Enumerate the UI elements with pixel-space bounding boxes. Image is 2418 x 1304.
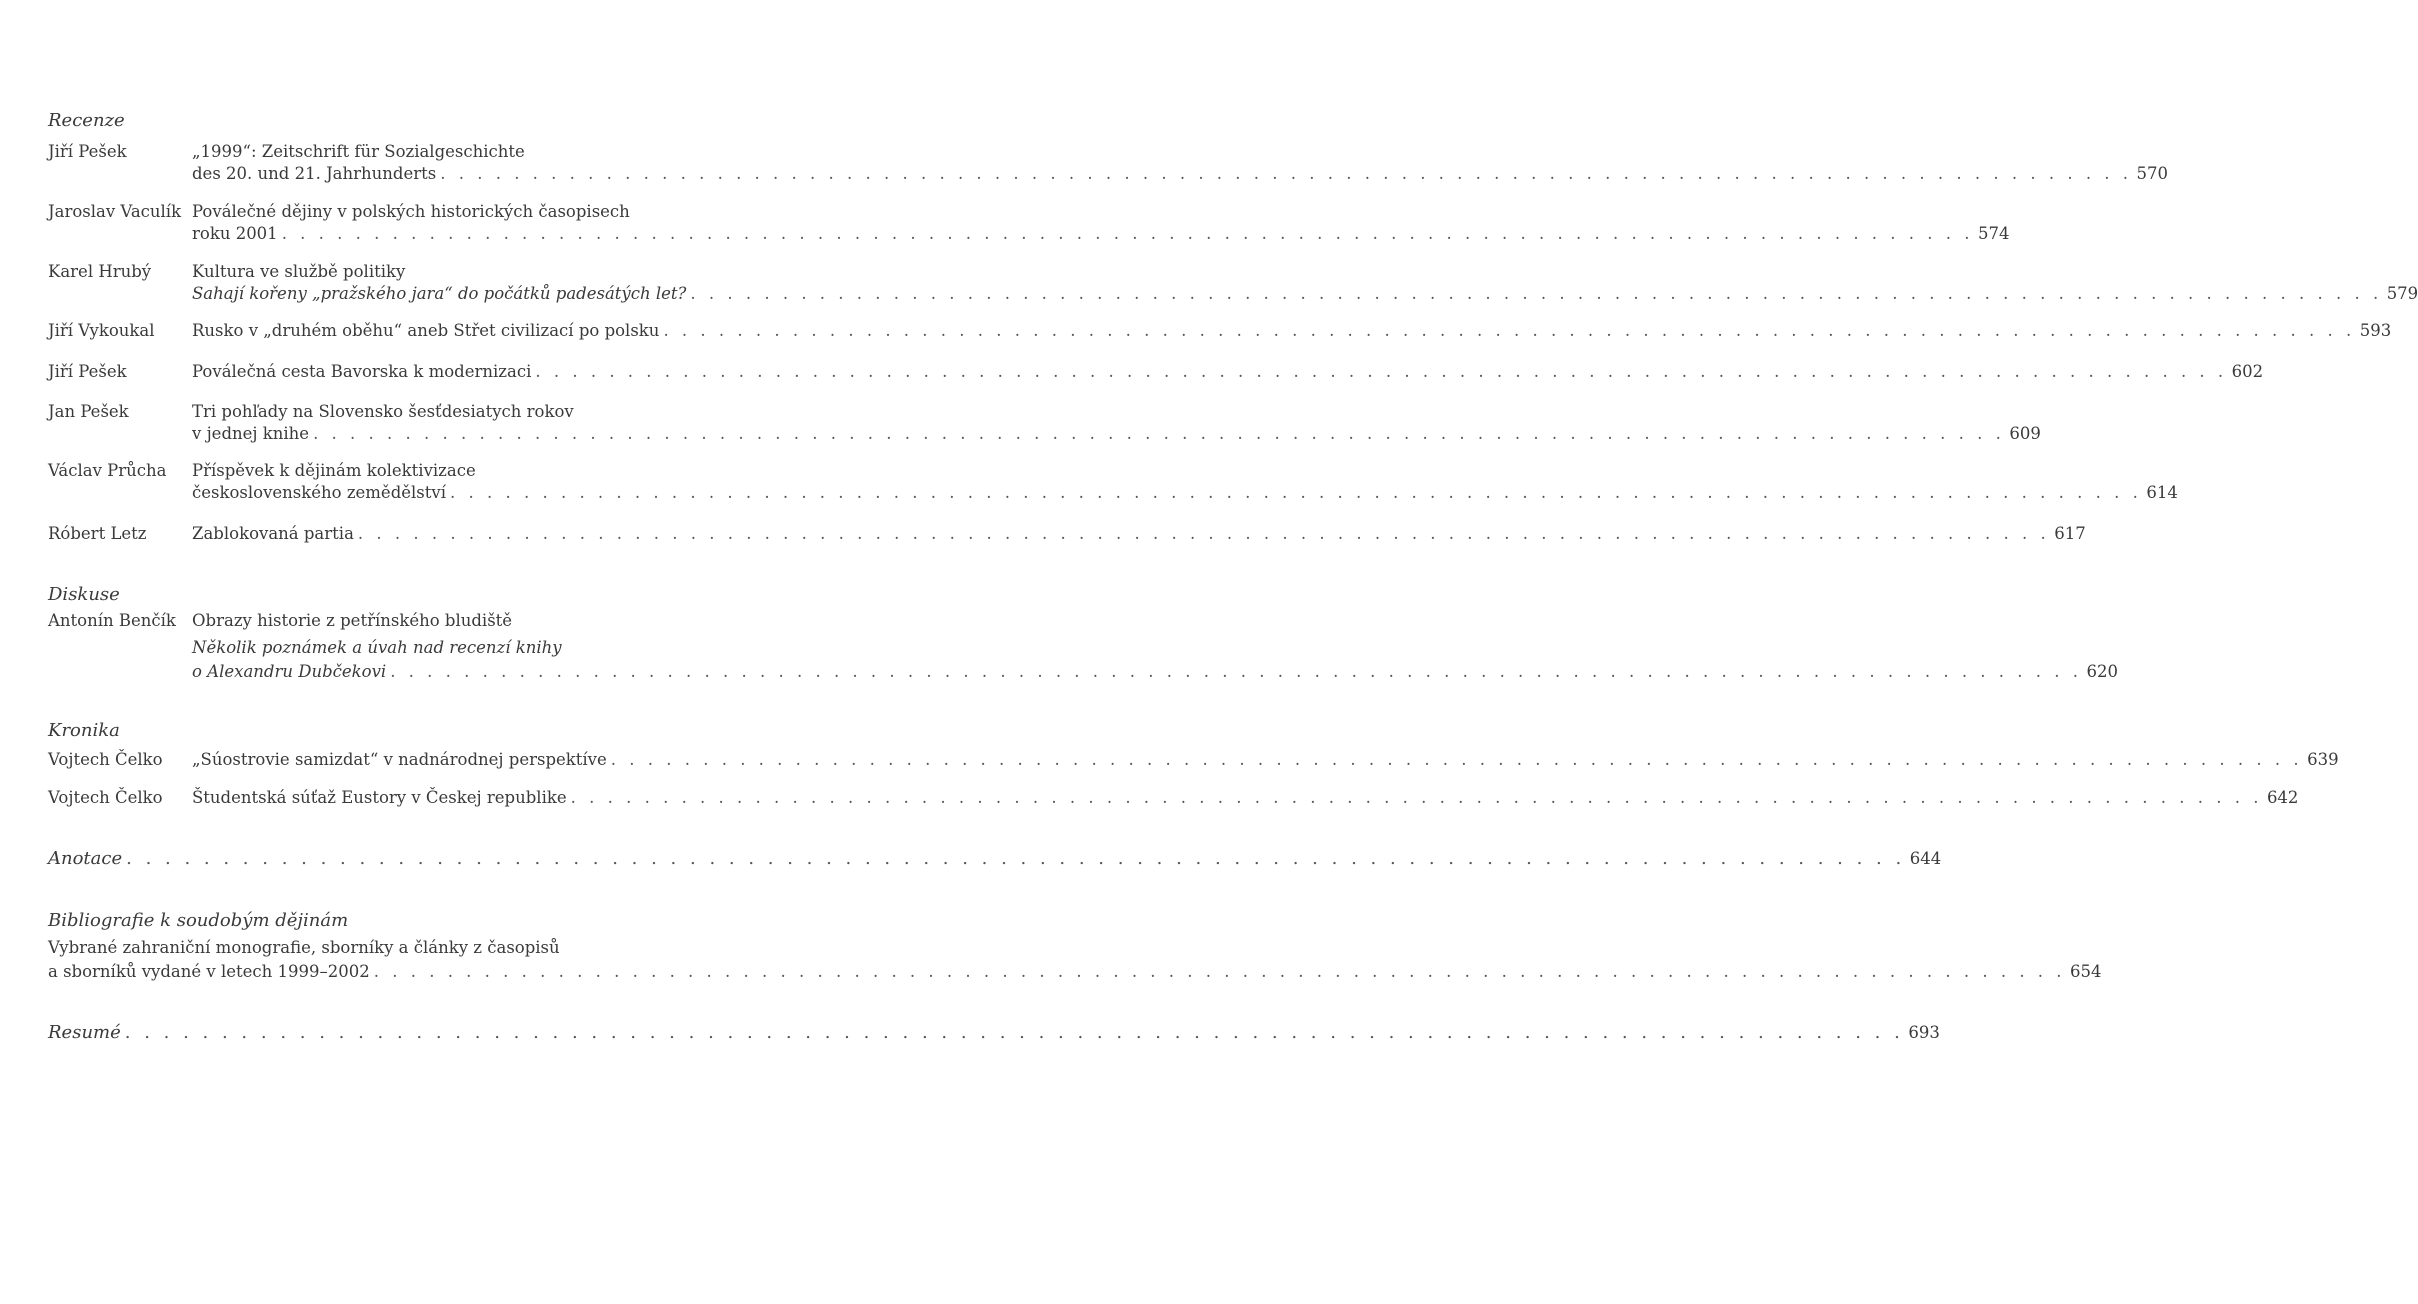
entry-title-line: Příspěvek k dějinám kolektivizace xyxy=(192,461,476,480)
entry-title-line: Obrazy historie z petřínského bludiště xyxy=(192,611,513,630)
page-number: 693 xyxy=(1908,1023,1940,1042)
entry-author: Jiří Pešek xyxy=(48,362,127,381)
section-title-anotace: Anotace xyxy=(48,848,123,869)
section-title-kronika: Kronika xyxy=(48,720,120,741)
entry-author: Róbert Letz xyxy=(48,524,147,543)
leader-dots: . . . . . . . . . . . . . . . . . . . . . . . . . . . . . . . . . . . . . . . . . . . . . . . . . . . . . . . . . . . . . . . . . . . . . . . . . . . . . . . . . . . . . . . . . . . . xyxy=(281,224,1974,243)
entry-title-line: Tri pohľady na Slovensko šesťdesiatych rokov xyxy=(192,402,574,421)
page-number: 620 xyxy=(2086,662,2118,681)
entry-author: Václav Průcha xyxy=(48,461,167,480)
bibliografie-line: Vybrané zahraniční monografie, sborníky a články z časopisů xyxy=(48,938,560,957)
entry-title-line: československého zemědělství . . . . . . . . . . . . . . . . . . . . . . . . . . . . . . . . . . . . . . . . . . . . . . . . . . . . . . . . . . . . . . . . . . . . . . . . . . . . . . . . . . . . . . . . . . . . 614 xyxy=(192,483,2178,502)
toc-entry-resume[interactable] xyxy=(48,1022,1940,1043)
entry-title-line: Študentská súťaž Eustory v Českej republike . . . . . . . . . . . . . . . . . . . . . . . . . . . . . . . . . . . . . . . . . . . . . . . . . . . . . . . . . . . . . . . . . . . . . . . . . . . . . . . . . . . . . . . . . . . . 642 xyxy=(192,788,2299,807)
leader-dots: . . . . . . . . . . . . . . . . . . . . . . . . . . . . . . . . . . . . . . . . . . . . . . . . . . . . . . . . . . . . . . . . . . . . . . . . . . . . . . . . . . . . . . . . . . . . xyxy=(690,284,2383,303)
entry-author: Jaroslav Vaculík xyxy=(48,202,182,221)
leader-dots: . . . . . . . . . . . . . . . . . . . . . . . . . . . . . . . . . . . . . . . . . . . . . . . . . . . . . . . . . . . . . . . . . . . . . . . . . . . . . . . . . . . . . . . . . . . . xyxy=(535,362,2228,381)
leader-dots: . . . . . . . . . . . . . . . . . . . . . . . . . . . . . . . . . . . . . . . . . . . . . . . . . . . . . . . . . . . . . . . . . . . . . . . . . . . . . . . . . . . . . . . . . . . . xyxy=(357,524,2050,543)
entry-author: Jan Pešek xyxy=(48,402,129,421)
page-number: 644 xyxy=(1909,849,1942,868)
entry-title-line: roku 2001 . . . . . . . . . . . . . . . . . . . . . . . . . . . . . . . . . . . . . . . . . . . . . . . . . . . . . . . . . . . . . . . . . . . . . . . . . . . . . . . . . . . . . . . . . . . . 574 xyxy=(192,224,2010,243)
entry-author: Vojtech Čelko xyxy=(48,788,163,807)
entry-title-line: „1999“: Zeitschrift für Sozialgeschichte xyxy=(192,142,525,161)
entry-title-line: „Súostrovie samizdat“ v nadnárodnej perspektíve . . . . . . . . . . . . . . . . . . . . . . . . . . . . . . . . . . . . . . . . . . . . . . . . . . . . . . . . . . . . . . . . . . . . . . . . . . . . . . . . . . . . . . . . . . . . 639 xyxy=(192,750,2339,769)
entry-title-line: Zablokovaná partia . . . . . . . . . . . . . . . . . . . . . . . . . . . . . . . . . . . . . . . . . . . . . . . . . . . . . . . . . . . . . . . . . . . . . . . . . . . . . . . . . . . . . . . . . . . . 617 xyxy=(192,524,2086,543)
leader-dots: . . . . . . . . . . . . . . . . . . . . . . . . . . . . . . . . . . . . . . . . . . . . . . . . . . . . . . . . . . . . . . . . . . . . . . . . . . . . . . . . . . . . . . . . . . . . xyxy=(440,164,2133,183)
page-number: 602 xyxy=(2231,362,2264,381)
entry-title-line: Poválečné dějiny v polských historických časopisech xyxy=(192,202,630,221)
page-number: 654 xyxy=(2070,962,2102,981)
entry-title-line: Několik poznámek a úvah nad recenzí knihy xyxy=(192,638,562,657)
entry-author: Antonín Benčík xyxy=(48,611,176,630)
leader-dots: . . . . . . . . . . . . . . . . . . . . . . . . . . . . . . . . . . . . . . . . . . . . . . . . . . . . . . . . . . . . . . . . . . . . . . . . . . . . . . . . . . . . . . . . . . . . xyxy=(570,788,2263,807)
entry-title-line: Rusko v „druhém oběhu“ aneb Střet civilizací po polsku . . . . . . . . . . . . . . . . . . . . . . . . . . . . . . . . . . . . . . . . . . . . . . . . . . . . . . . . . . . . . . . . . . . . . . . . . . . . . . . . . . . . . . . . . . . . 593 xyxy=(192,321,2392,340)
entry-title-line: Sahají kořeny „pražského jara“ do počátků padesátých let? . . . . . . . . . . . . . . . . . . . . . . . . . . . . . . . . . . . . . . . . . . . . . . . . . . . . . . . . . . . . . . . . . . . . . . . . . . . . . . . . . . . . . . . . . . . . 579 xyxy=(192,284,2418,303)
page-number: 574 xyxy=(1978,224,2010,243)
toc-entry-bibliografie[interactable] xyxy=(48,962,2102,981)
entry-author: Vojtech Čelko xyxy=(48,750,163,769)
bibliografie-line: a sborníků vydané v letech 1999–2002 xyxy=(48,962,370,981)
toc-entry-anotace[interactable] xyxy=(48,848,1942,869)
leader-dots: . . . . . . . . . . . . . . . . . . . . . . . . . . . . . . . . . . . . . . . . . . . . . . . . . . . . . . . . . . . . . . . . . . . . . . . . . . . . . . . . . . . . . . . . . . . . xyxy=(126,848,1906,869)
section-title-recenze: Recenze xyxy=(48,110,125,131)
entry-title-line: v jednej knihe . . . . . . . . . . . . . . . . . . . . . . . . . . . . . . . . . . . . . . . . . . . . . . . . . . . . . . . . . . . . . . . . . . . . . . . . . . . . . . . . . . . . . . . . . . . . 609 xyxy=(192,424,2041,443)
entry-title-line: o Alexandru Dubčekovi . . . . . . . . . . . . . . . . . . . . . . . . . . . . . . . . . . . . . . . . . . . . . . . . . . . . . . . . . . . . . . . . . . . . . . . . . . . . . . . . . . . . . . . . . . . . 620 xyxy=(192,662,2118,681)
leader-dots: . . . . . . . . . . . . . . . . . . . . . . . . . . . . . . . . . . . . . . . . . . . . . . . . . . . . . . . . . . . . . . . . . . . . . . . . . . . . . . . . . . . . . . . . . . . . xyxy=(313,424,2005,443)
page-number: 642 xyxy=(2266,788,2299,807)
entry-title-line: Poválečná cesta Bavorska k modernizaci . . . . . . . . . . . . . . . . . . . . . . . . . . . . . . . . . . . . . . . . . . . . . . . . . . . . . . . . . . . . . . . . . . . . . . . . . . . . . . . . . . . . . . . . . . . . 602 xyxy=(192,362,2264,381)
page-number: 609 xyxy=(2009,424,2041,443)
toc-entry[interactable] xyxy=(48,524,2086,604)
page-number: 639 xyxy=(2307,750,2339,769)
page-number: 614 xyxy=(2146,483,2178,502)
leader-dots: . . . . . . . . . . . . . . . . . . . . . . . . . . . . . . . . . . . . . . . . . . . . . . . . . . . . . . . . . . . . . . . . . . . . . . . . . . . . . . . . . . . . . . . . . . . . xyxy=(124,1022,1904,1043)
entry-author: Karel Hrubý xyxy=(48,262,152,281)
entry-title-line: des 20. und 21. Jahrhunderts . . . . . . . . . . . . . . . . . . . . . . . . . . . . . . . . . . . . . . . . . . . . . . . . . . . . . . . . . . . . . . . . . . . . . . . . . . . . . . . . . . . . . . . . . . . . 570 xyxy=(192,164,2169,183)
section-title-bibliografie: Bibliografie k soudobým dějinám xyxy=(48,910,349,931)
toc-entry[interactable] xyxy=(48,611,2118,691)
entry-author: Jiří Pešek xyxy=(48,142,127,161)
entry-author: Jiří Vykoukal xyxy=(48,321,155,340)
leader-dots: . . . . . . . . . . . . . . . . . . . . . . . . . . . . . . . . . . . . . . . . . . . . . . . . . . . . . . . . . . . . . . . . . . . . . . . . . . . . . . . . . . . . . . . . . . . . xyxy=(373,962,2066,981)
leader-dots: . . . . . . . . . . . . . . . . . . . . . . . . . . . . . . . . . . . . . . . . . . . . . . . . . . . . . . . . . . . . . . . . . . . . . . . . . . . . . . . . . . . . . . . . . . . . xyxy=(390,662,2082,681)
leader-dots: . . . . . . . . . . . . . . . . . . . . . . . . . . . . . . . . . . . . . . . . . . . . . . . . . . . . . . . . . . . . . . . . . . . . . . . . . . . . . . . . . . . . . . . . . . . . xyxy=(663,321,2356,340)
section-title-diskuse: Diskuse xyxy=(48,584,120,605)
leader-dots: . . . . . . . . . . . . . . . . . . . . . . . . . . . . . . . . . . . . . . . . . . . . . . . . . . . . . . . . . . . . . . . . . . . . . . . . . . . . . . . . . . . . . . . . . . . . xyxy=(610,750,2303,769)
leader-dots: . . . . . . . . . . . . . . . . . . . . . . . . . . . . . . . . . . . . . . . . . . . . . . . . . . . . . . . . . . . . . . . . . . . . . . . . . . . . . . . . . . . . . . . . . . . . xyxy=(450,483,2142,502)
page-number: 579 xyxy=(2386,284,2418,303)
entry-title-line: Kultura ve službě politiky xyxy=(192,262,406,281)
page-number: 617 xyxy=(2054,524,2086,543)
page-number: 593 xyxy=(2359,321,2392,340)
section-title-resume: Resumé xyxy=(48,1022,121,1043)
page-number: 570 xyxy=(2136,164,2169,183)
